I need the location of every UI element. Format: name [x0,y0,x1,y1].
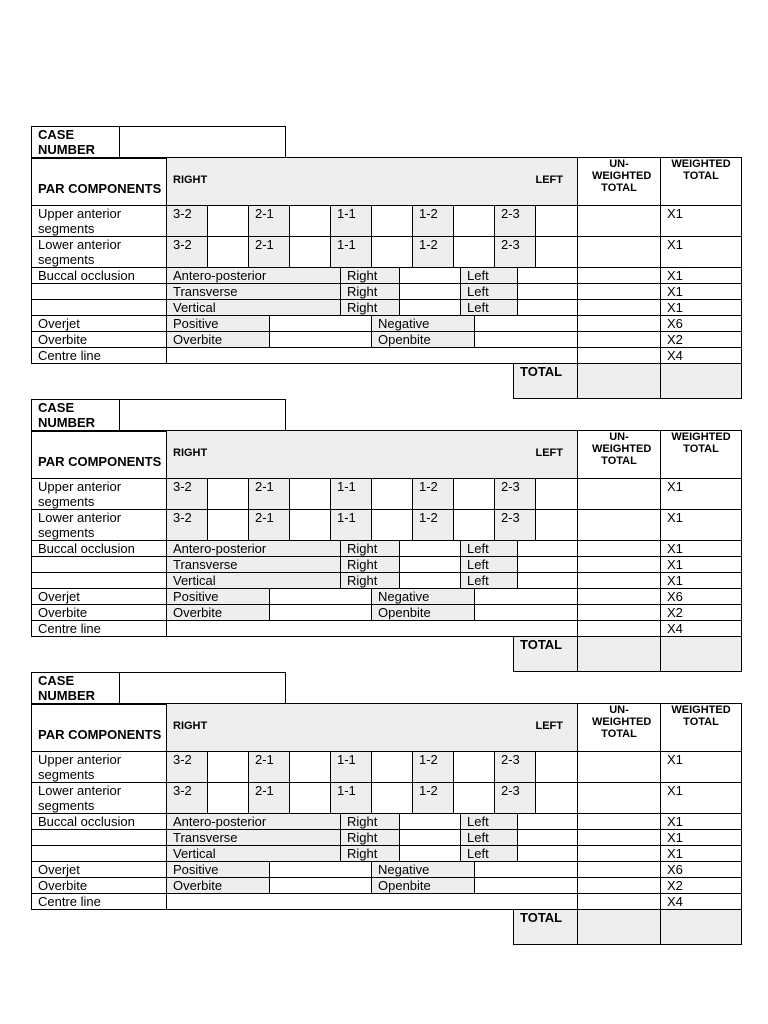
transverse-label: Transverse [166,283,341,300]
lower-anterior-weight: X1 [660,509,742,541]
antero-posterior-left-field[interactable] [517,267,578,284]
left-label: LEFT [535,174,563,186]
antero-posterior-unweighted-field[interactable] [577,267,661,284]
left-label: Left [460,572,518,589]
segment-score-field[interactable] [535,509,578,541]
segment-score-field[interactable] [207,751,249,783]
upper-anterior-label: Upper anterior segments [31,205,167,237]
total-label: TOTAL [513,363,578,399]
segment-score-field[interactable] [289,509,331,541]
overjet-label: Overjet [31,315,167,332]
lower-anterior-unweighted-field[interactable] [577,236,661,268]
buccal-blank-cell [31,299,167,316]
segment-score-field[interactable] [453,236,495,268]
total-label: TOTAL [513,636,578,672]
right-left-header [166,430,578,479]
segment-score-field[interactable] [371,236,413,268]
weighted-total-field[interactable] [660,363,742,399]
case-number-field[interactable] [119,672,286,705]
antero-posterior-left-field[interactable] [517,813,578,830]
segment-score-field[interactable] [535,236,578,268]
transverse-right-field[interactable] [399,556,461,573]
unweighted-total-header: UN-WEIGHTED TOTAL [577,703,661,752]
antero-posterior-label: Antero-posterior [166,540,341,557]
segment-score-field[interactable] [207,478,249,510]
unweighted-total-field[interactable] [577,636,661,672]
segment-score-field[interactable] [535,751,578,783]
lower-anterior-label: Lower anterior segments [31,509,167,541]
openbite-label: Openbite [371,331,475,348]
overjet-unweighted-field[interactable] [577,315,661,332]
lower-anterior-label: Lower anterior segments [31,782,167,814]
vertical-weight: X1 [660,299,742,316]
transverse-label: Transverse [166,829,341,846]
right-label: Right [340,572,400,589]
lower-anterior-unweighted-field[interactable] [577,782,661,814]
vertical-weight: X1 [660,572,742,589]
centre-line-label: Centre line [31,893,167,910]
antero-posterior-weight: X1 [660,813,742,830]
transverse-left-field[interactable] [517,829,578,846]
case-number-label: CASE NUMBER [31,399,120,432]
segment-score-field[interactable] [535,478,578,510]
antero-posterior-unweighted-field[interactable] [577,540,661,557]
right-left-header [166,703,578,752]
segment-label: 1-1 [330,236,372,268]
vertical-weight: X1 [660,845,742,862]
antero-posterior-right-field[interactable] [399,267,461,284]
segment-score-field[interactable] [289,478,331,510]
antero-posterior-weight: X1 [660,540,742,557]
centre-line-label: Centre line [31,347,167,364]
overbite-weight: X2 [660,331,742,348]
upper-anterior-weight: X1 [660,751,742,783]
buccal-occlusion-label: Buccal occlusion [31,813,167,830]
segment-label: 1-1 [330,782,372,814]
upper-anterior-weight: X1 [660,478,742,510]
par-components-label: PAR COMPONENTS [31,157,167,206]
right-label: Right [340,829,400,846]
antero-posterior-right-field[interactable] [399,813,461,830]
overbite-label: Overbite [31,604,167,621]
segment-score-field[interactable] [207,236,249,268]
antero-posterior-left-field[interactable] [517,540,578,557]
centre-line-field[interactable] [166,347,578,364]
segment-score-field[interactable] [371,751,413,783]
centre-line-label: Centre line [31,620,167,637]
weighted-total-field[interactable] [660,636,742,672]
segment-score-field[interactable] [453,478,495,510]
vertical-right-field[interactable] [399,299,461,316]
vertical-right-field[interactable] [399,845,461,862]
overjet-weight: X6 [660,861,742,878]
negative-label: Negative [371,315,475,332]
overjet-label: Overjet [31,861,167,878]
left-label: Left [460,845,518,862]
overbite-option-label: Overbite [166,331,270,348]
segment-label: 1-2 [412,751,454,783]
segment-score-field[interactable] [289,236,331,268]
overjet-negative-field[interactable] [474,315,578,332]
negative-label: Negative [371,861,475,878]
segment-label: 2-3 [494,236,536,268]
left-label: Left [460,267,518,284]
left-label: Left [460,829,518,846]
right-label: Right [340,813,400,830]
transverse-weight: X1 [660,829,742,846]
segment-label: 2-1 [248,509,290,541]
segment-label: 3-2 [166,782,208,814]
overjet-unweighted-field[interactable] [577,861,661,878]
vertical-label: Vertical [166,845,341,862]
overbite-unweighted-field[interactable] [577,877,661,894]
total-label: TOTAL [513,909,578,945]
segment-score-field[interactable] [453,509,495,541]
overbite-weight: X2 [660,604,742,621]
centre-line-unweighted-field[interactable] [577,620,661,637]
vertical-left-field[interactable] [517,572,578,589]
left-label: Left [460,556,518,573]
segment-label: 1-1 [330,205,372,237]
upper-anterior-unweighted-field[interactable] [577,478,661,510]
openbite-field[interactable] [474,604,578,621]
buccal-occlusion-label: Buccal occlusion [31,540,167,557]
segment-score-field[interactable] [371,205,413,237]
transverse-weight: X1 [660,556,742,573]
centre-line-field[interactable] [166,893,578,910]
overbite-label: Overbite [31,331,167,348]
right-label: Right [340,845,400,862]
right-label: Right [340,540,400,557]
segment-score-field[interactable] [207,782,249,814]
segment-score-field[interactable] [535,782,578,814]
segment-score-field[interactable] [289,751,331,783]
unweighted-total-header: UN-WEIGHTED TOTAL [577,157,661,206]
weighted-total-field[interactable] [660,909,742,945]
transverse-unweighted-field[interactable] [577,283,661,300]
vertical-label: Vertical [166,299,341,316]
segment-score-field[interactable] [535,205,578,237]
overjet-weight: X6 [660,315,742,332]
left-label: LEFT [535,720,563,732]
antero-posterior-right-field[interactable] [399,540,461,557]
segment-label: 1-2 [412,782,454,814]
segment-label: 1-2 [412,478,454,510]
overbite-option-label: Overbite [166,877,270,894]
centre-line-weight: X4 [660,893,742,910]
par-components-label: PAR COMPONENTS [31,703,167,752]
segment-label: 1-1 [330,751,372,783]
antero-posterior-weight: X1 [660,267,742,284]
right-label: RIGHT [173,720,208,732]
right-label: RIGHT [173,447,208,459]
antero-posterior-label: Antero-posterior [166,813,341,830]
weighted-total-header: WEIGHTED TOTAL [660,157,742,206]
segment-score-field[interactable] [453,751,495,783]
segment-label: 2-3 [494,509,536,541]
overbite-field[interactable] [269,331,372,348]
upper-anterior-weight: X1 [660,205,742,237]
segment-score-field[interactable] [207,509,249,541]
case-number-label: CASE NUMBER [31,672,120,705]
buccal-blank-cell [31,283,167,300]
openbite-field[interactable] [474,877,578,894]
segment-label: 3-2 [166,751,208,783]
segment-label: 3-2 [166,205,208,237]
lower-anterior-label: Lower anterior segments [31,236,167,268]
centre-line-weight: X4 [660,620,742,637]
transverse-unweighted-field[interactable] [577,829,661,846]
left-label: Left [460,540,518,557]
par-form [31,672,742,945]
par-form [31,126,742,399]
openbite-field[interactable] [474,331,578,348]
upper-anterior-label: Upper anterior segments [31,751,167,783]
buccal-blank-cell [31,572,167,589]
centre-line-unweighted-field[interactable] [577,347,661,364]
buccal-blank-cell [31,556,167,573]
overbite-field[interactable] [269,604,372,621]
segment-score-field[interactable] [453,205,495,237]
upper-anterior-unweighted-field[interactable] [577,205,661,237]
vertical-label: Vertical [166,572,341,589]
buccal-blank-cell [31,845,167,862]
transverse-weight: X1 [660,283,742,300]
lower-anterior-unweighted-field[interactable] [577,509,661,541]
segment-label: 3-2 [166,236,208,268]
left-label: LEFT [535,447,563,459]
openbite-label: Openbite [371,877,475,894]
transverse-right-field[interactable] [399,283,461,300]
vertical-right-field[interactable] [399,572,461,589]
buccal-occlusion-label: Buccal occlusion [31,267,167,284]
right-label: Right [340,556,400,573]
segment-label: 2-1 [248,751,290,783]
right-left-header [166,157,578,206]
segment-label: 2-1 [248,236,290,268]
openbite-label: Openbite [371,604,475,621]
vertical-left-field[interactable] [517,845,578,862]
lower-anterior-weight: X1 [660,236,742,268]
centre-line-weight: X4 [660,347,742,364]
segment-label: 2-3 [494,782,536,814]
weighted-total-header: WEIGHTED TOTAL [660,703,742,752]
case-number-label: CASE NUMBER [31,126,120,159]
segment-label: 1-2 [412,509,454,541]
overjet-weight: X6 [660,588,742,605]
vertical-unweighted-field[interactable] [577,572,661,589]
par-components-label: PAR COMPONENTS [31,430,167,479]
positive-label: Positive [166,315,270,332]
centre-line-field[interactable] [166,620,578,637]
par-form [31,399,742,672]
overjet-unweighted-field[interactable] [577,588,661,605]
segment-score-field[interactable] [289,205,331,237]
segment-label: 2-1 [248,782,290,814]
segment-score-field[interactable] [371,782,413,814]
overjet-positive-field[interactable] [269,861,372,878]
antero-posterior-label: Antero-posterior [166,267,341,284]
overbite-weight: X2 [660,877,742,894]
overbite-field[interactable] [269,877,372,894]
overbite-option-label: Overbite [166,604,270,621]
upper-anterior-unweighted-field[interactable] [577,751,661,783]
positive-label: Positive [166,861,270,878]
overjet-negative-field[interactable] [474,861,578,878]
overbite-unweighted-field[interactable] [577,331,661,348]
buccal-blank-cell [31,829,167,846]
right-label: Right [340,283,400,300]
overjet-negative-field[interactable] [474,588,578,605]
case-number-field[interactable] [119,126,286,159]
vertical-unweighted-field[interactable] [577,845,661,862]
right-label: Right [340,299,400,316]
segment-score-field[interactable] [371,509,413,541]
case-number-field[interactable] [119,399,286,432]
transverse-left-field[interactable] [517,556,578,573]
left-label: Left [460,283,518,300]
left-label: Left [460,299,518,316]
lower-anterior-weight: X1 [660,782,742,814]
segment-label: 1-2 [412,236,454,268]
segment-score-field[interactable] [371,478,413,510]
positive-label: Positive [166,588,270,605]
vertical-unweighted-field[interactable] [577,299,661,316]
unweighted-total-field[interactable] [577,909,661,945]
negative-label: Negative [371,588,475,605]
vertical-left-field[interactable] [517,299,578,316]
overjet-positive-field[interactable] [269,588,372,605]
segment-label: 2-3 [494,478,536,510]
transverse-left-field[interactable] [517,283,578,300]
segment-label: 1-1 [330,509,372,541]
unweighted-total-field[interactable] [577,363,661,399]
segment-label: 3-2 [166,509,208,541]
segment-label: 2-3 [494,751,536,783]
antero-posterior-unweighted-field[interactable] [577,813,661,830]
segment-label: 2-3 [494,205,536,237]
weighted-total-header: WEIGHTED TOTAL [660,430,742,479]
overbite-unweighted-field[interactable] [577,604,661,621]
right-label: RIGHT [173,174,208,186]
overjet-label: Overjet [31,588,167,605]
segment-score-field[interactable] [289,782,331,814]
overjet-positive-field[interactable] [269,315,372,332]
segment-label: 1-1 [330,478,372,510]
segment-label: 2-1 [248,205,290,237]
transverse-label: Transverse [166,556,341,573]
segment-label: 2-1 [248,478,290,510]
transverse-right-field[interactable] [399,829,461,846]
segment-score-field[interactable] [453,782,495,814]
unweighted-total-header: UN-WEIGHTED TOTAL [577,430,661,479]
segment-score-field[interactable] [207,205,249,237]
segment-label: 1-2 [412,205,454,237]
right-label: Right [340,267,400,284]
segment-label: 3-2 [166,478,208,510]
upper-anterior-label: Upper anterior segments [31,478,167,510]
transverse-unweighted-field[interactable] [577,556,661,573]
left-label: Left [460,813,518,830]
centre-line-unweighted-field[interactable] [577,893,661,910]
overbite-label: Overbite [31,877,167,894]
